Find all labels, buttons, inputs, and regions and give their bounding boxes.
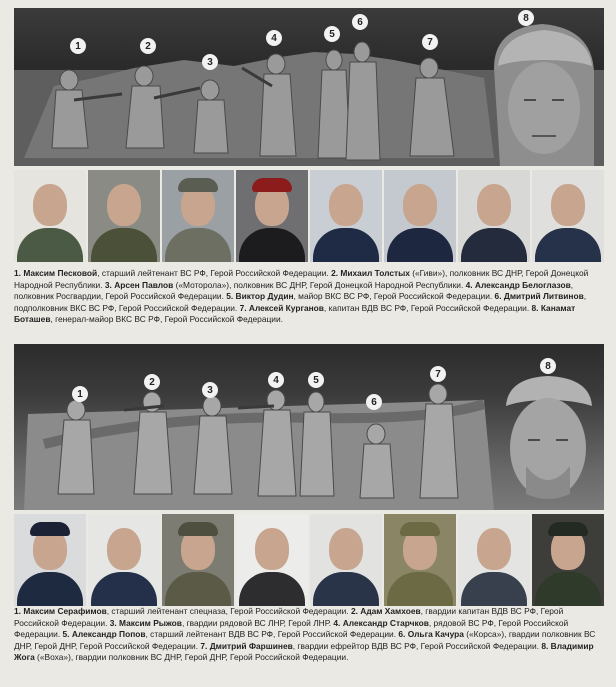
caption-number: 2. — [350, 606, 361, 616]
uniform — [165, 228, 231, 262]
caption-number: 8. — [531, 302, 541, 313]
marker-1: 1 — [70, 38, 86, 54]
face — [255, 528, 289, 570]
marker-3: 3 — [202, 382, 218, 398]
portrait-photo-2 — [88, 170, 160, 262]
caption-number: 3. — [104, 279, 115, 290]
headwear — [400, 522, 440, 536]
hero-description: , генерал-майор ВКС ВС РФ, Герой Российской Федерации. — [50, 314, 283, 325]
uniform — [313, 228, 379, 262]
relief-sculpture-2 — [14, 344, 604, 510]
marker-4: 4 — [266, 30, 282, 46]
hero-name: Дмитрий Литвинов — [503, 291, 584, 302]
relief-sculpture — [14, 8, 604, 166]
marker-8: 8 — [540, 358, 556, 374]
portrait-photo-5 — [310, 514, 382, 606]
hero-name: Максим Песковой — [23, 268, 98, 278]
caption-number: 1. — [14, 268, 24, 278]
hero-description: , гвардии капитан ВДВ ВС РФ, Герой Российской Федерации. — [14, 606, 564, 628]
marker-2: 2 — [144, 374, 160, 390]
hero-description: , старший лейтенант ВДВ ВС РФ, Герой Российской Федерации. — [145, 629, 399, 640]
hero-description: , гвардии ефрейтор ВДВ ВС РФ, Герой Российской Федерации. — [292, 640, 542, 651]
uniform — [387, 228, 453, 262]
portrait-photo-1 — [14, 514, 86, 606]
caption-number: 5. — [62, 629, 72, 640]
caption-number: 5. — [226, 291, 236, 302]
portrait-photo-6 — [384, 170, 456, 262]
caption-number: 7. — [200, 640, 210, 651]
portrait-photo-7 — [458, 170, 530, 262]
hero-name: Александр Белоглазов — [474, 279, 571, 290]
hero-description: , капитан ВДВ ВС РФ, Герой Российской Федерации. — [323, 302, 532, 313]
face — [477, 184, 511, 226]
hero-description: , полковник Росгвардии, Герой Российской Федерации. — [14, 279, 574, 302]
bottom-caption — [14, 606, 604, 664]
marker-7: 7 — [422, 34, 438, 50]
uniform — [17, 228, 83, 262]
portrait-photo-7 — [458, 514, 530, 606]
hero-name: Александр Попов — [71, 629, 146, 640]
face — [329, 528, 363, 570]
portrait-photo-1 — [14, 170, 86, 262]
hero-description: , старший лейтенант спецназа, Герой Российской Федерации. — [106, 606, 351, 616]
portrait-photo-4 — [236, 170, 308, 262]
hero-name: Дмитрий Фаршинев — [209, 640, 293, 651]
bottom-relief-photo — [14, 344, 604, 510]
uniform — [91, 572, 157, 606]
face — [551, 184, 585, 226]
hero-description: («Гиви»), полковник ВС ДНР, Герой Донецкой Народной Республики. — [14, 268, 589, 290]
hero-name: Владимир Жога — [14, 640, 594, 663]
hero-description: , майор ВКС ВС РФ, Герой Российской Федерации. — [293, 291, 495, 302]
face — [403, 184, 437, 226]
hero-name: Канамат Боташев — [14, 302, 576, 325]
portrait-photo-8 — [532, 170, 604, 262]
marker-6: 6 — [352, 14, 368, 30]
face — [33, 184, 67, 226]
hero-name: Александр Старчков — [342, 617, 429, 628]
uniform — [91, 228, 157, 262]
hero-name: Михаил Толстых — [340, 268, 410, 278]
headwear — [178, 178, 218, 192]
marker-6: 6 — [366, 394, 382, 410]
hero-description: , старший лейтенант ВС РФ, Герой Российской Федерации. — [97, 268, 332, 278]
marker-8: 8 — [518, 10, 534, 26]
portrait-photo-3 — [162, 514, 234, 606]
face — [329, 184, 363, 226]
caption-number: 8. — [541, 640, 551, 651]
marker-3: 3 — [202, 54, 218, 70]
uniform — [313, 572, 379, 606]
hero-description: («Корса»), гвардии полковник ВС ДНР, Герой ДНР, Герой Российской Федерации. — [14, 629, 596, 651]
hero-name: Максим Рыжов — [119, 617, 182, 628]
uniform — [461, 228, 527, 262]
headwear — [178, 522, 218, 536]
uniform — [461, 572, 527, 606]
uniform — [17, 572, 83, 606]
caption-number: 1. — [14, 606, 24, 616]
uniform — [165, 572, 231, 606]
top-caption — [14, 268, 604, 326]
headwear — [548, 522, 588, 536]
caption-number: 7. — [239, 302, 249, 313]
marker-7: 7 — [430, 366, 446, 382]
hero-description: («Воха»), гвардии полковник ВС ДНР, Герой ДНР, Герой Российской Федерации. — [34, 652, 349, 663]
uniform — [239, 572, 305, 606]
face — [477, 528, 511, 570]
large-head-sculpture-2 — [506, 376, 592, 499]
hero-name: Виктор Дудин — [235, 291, 294, 302]
marker-2: 2 — [140, 38, 156, 54]
uniform — [239, 228, 305, 262]
marker-1: 1 — [72, 386, 88, 402]
marker-5: 5 — [308, 372, 324, 388]
top-portraits-row — [14, 170, 604, 262]
caption-number: 2. — [331, 268, 341, 278]
large-head-sculpture — [494, 24, 594, 166]
headwear — [252, 178, 292, 192]
portrait-photo-5 — [310, 170, 382, 262]
portrait-photo-6 — [384, 514, 456, 606]
hero-description: , гвардии рядовой ВС ЛНР, Герой ЛНР. — [181, 617, 334, 628]
caption-number: 4. — [333, 617, 343, 628]
caption-number: 4. — [465, 279, 475, 290]
marker-4: 4 — [268, 372, 284, 388]
uniform — [535, 228, 601, 262]
hero-description: , подполковник ВКС ВС РФ, Герой Российской Федерации. — [14, 291, 587, 313]
hero-name: Арсен Павлов — [114, 279, 174, 290]
portrait-photo-4 — [236, 514, 308, 606]
hero-description: («Моторола»), полковник ВС ДНР, Герой Донецкой Народной Республики. — [173, 279, 466, 290]
caption-number: 6. — [494, 291, 504, 302]
hero-name: Ольга Качура — [407, 629, 464, 640]
portrait-photo-3 — [162, 170, 234, 262]
face — [107, 528, 141, 570]
hero-name: Адам Хамхоев — [360, 606, 421, 616]
hero-name: Алексей Курганов — [248, 302, 324, 313]
portrait-photo-2 — [88, 514, 160, 606]
top-relief-photo — [14, 8, 604, 166]
headwear — [30, 522, 70, 536]
hero-description: , рядовой ВС РФ, Герой Российской Федерации. — [14, 617, 569, 640]
face — [107, 184, 141, 226]
marker-5: 5 — [324, 26, 340, 42]
caption-number: 6. — [398, 629, 408, 640]
portrait-photo-8 — [532, 514, 604, 606]
caption-number: 3. — [109, 617, 120, 628]
uniform — [387, 572, 453, 606]
bottom-portraits-row — [14, 514, 604, 606]
uniform — [535, 572, 601, 606]
hero-name: Максим Серафимов — [23, 606, 107, 616]
